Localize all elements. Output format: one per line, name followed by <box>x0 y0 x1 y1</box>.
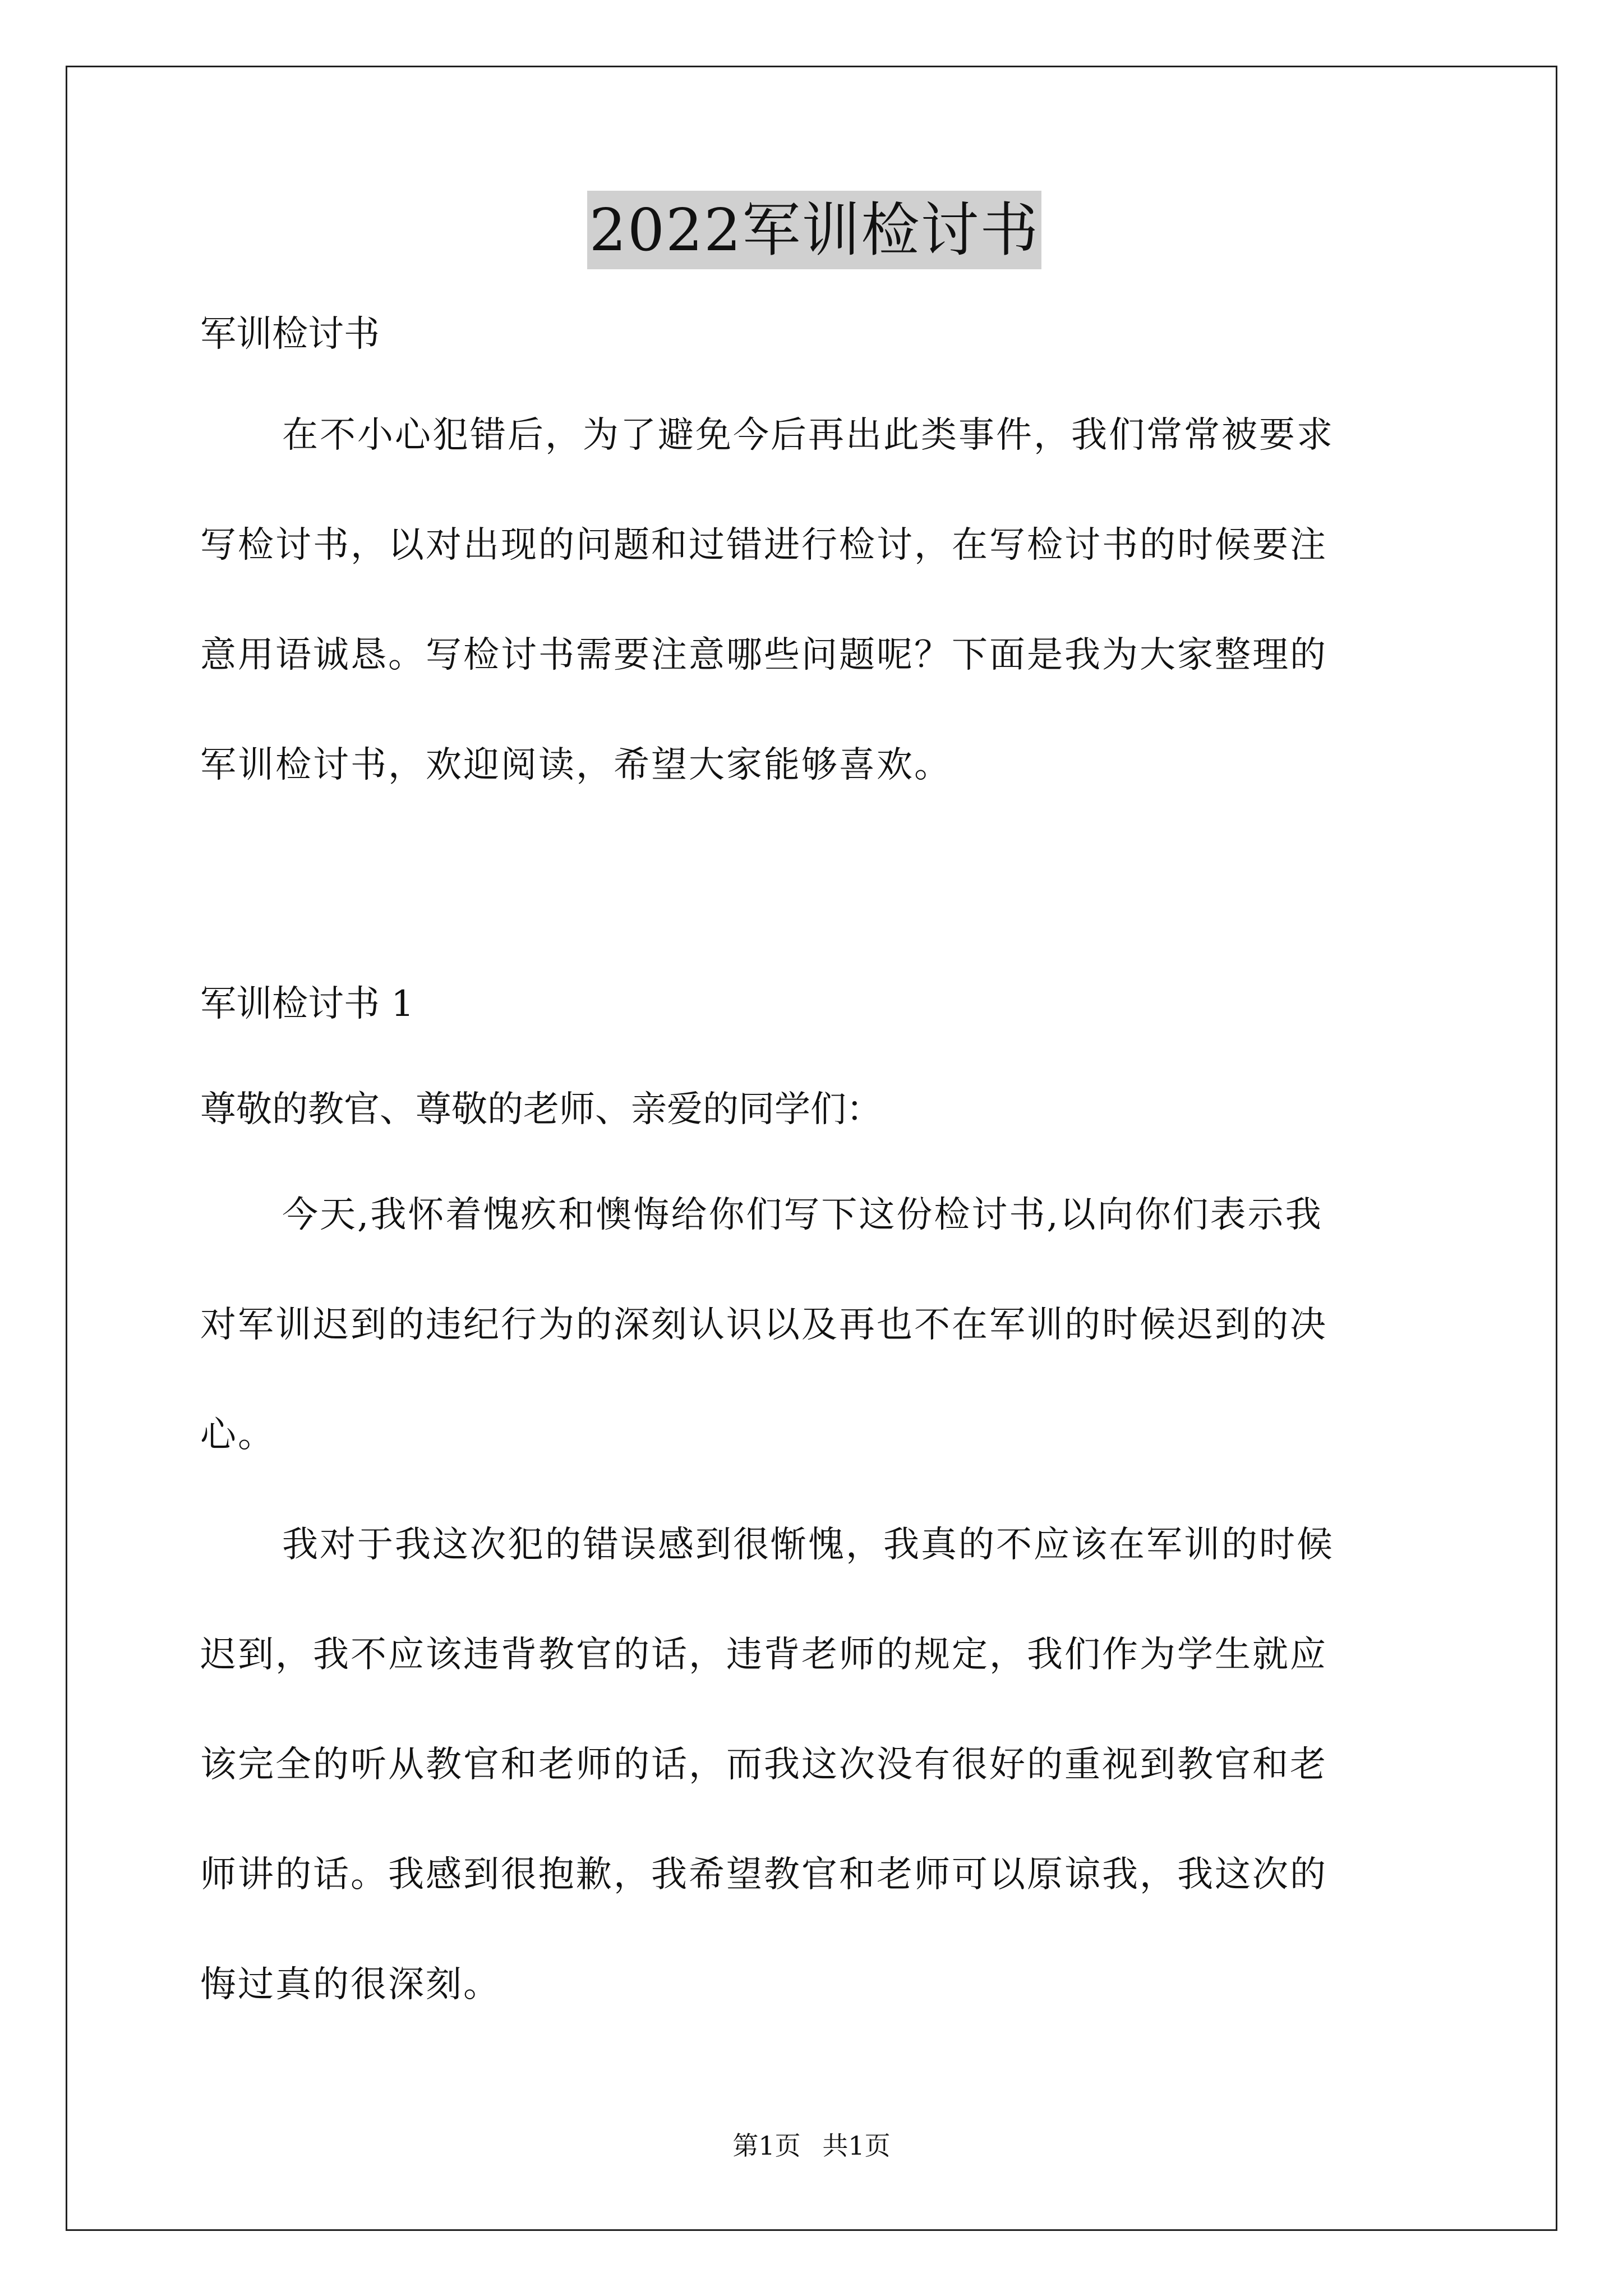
intro-line: 写检讨书，以对出现的问题和过错进行检讨，在写检讨书的时候要注 <box>200 524 1327 566</box>
intro-line: 意用语诚恳。写检讨书需要注意哪些问题呢？下面是我为大家整理的 <box>200 634 1327 676</box>
paragraph-line: 师讲的话。我感到很抱歉，我希望教官和老师可以原谅我，我这次的 <box>200 1854 1327 1895</box>
paragraph-line: 心。 <box>200 1414 275 1456</box>
document-body <box>200 191 1428 2068</box>
intro-line: 在不小心犯错后，为了避免今后再出此类事件，我们常常被要求 <box>282 415 1334 456</box>
paragraph-line: 该完全的听从教官和老师的话，而我这次没有很好的重视到教官和老 <box>200 1744 1327 1786</box>
paragraph-3 <box>200 1518 1428 2068</box>
intro-paragraph <box>200 408 1428 848</box>
paragraph-line: 悔过真的很深刻。 <box>200 1964 501 2005</box>
page-footer <box>0 2129 1623 2162</box>
heading-main: 军训检讨书 <box>200 314 380 355</box>
page-number-total: 共1页 <box>822 2131 891 2161</box>
intro-line: 军训检讨书，欢迎阅读，希望大家能够喜欢。 <box>200 744 952 786</box>
paragraph-line: 对军训迟到的违纪行为的深刻认识以及再也不在军训的时候迟到的决 <box>200 1304 1327 1346</box>
paragraph-2 <box>200 1188 1428 1518</box>
title-wrap <box>200 191 1428 280</box>
paragraph-line: 迟到，我不应该违背教官的话，违背老师的规定，我们作为学生就应 <box>200 1634 1327 1676</box>
section-heading: 军训检讨书 1 <box>200 983 414 1025</box>
document-title: 2022军训检讨书 <box>587 191 1042 269</box>
salutation: 尊敬的教官、尊敬的老师、亲爱的同学们： <box>200 1089 882 1130</box>
paragraph-line: 今天,我怀着愧疚和懊悔给你们写下这份检讨书,以向你们表示我 <box>282 1194 1323 1236</box>
paragraph-line: 我对于我这次犯的错误感到很惭愧，我真的不应该在军训的时候 <box>282 1524 1334 1566</box>
page-number-current: 第1页 <box>732 2131 801 2161</box>
